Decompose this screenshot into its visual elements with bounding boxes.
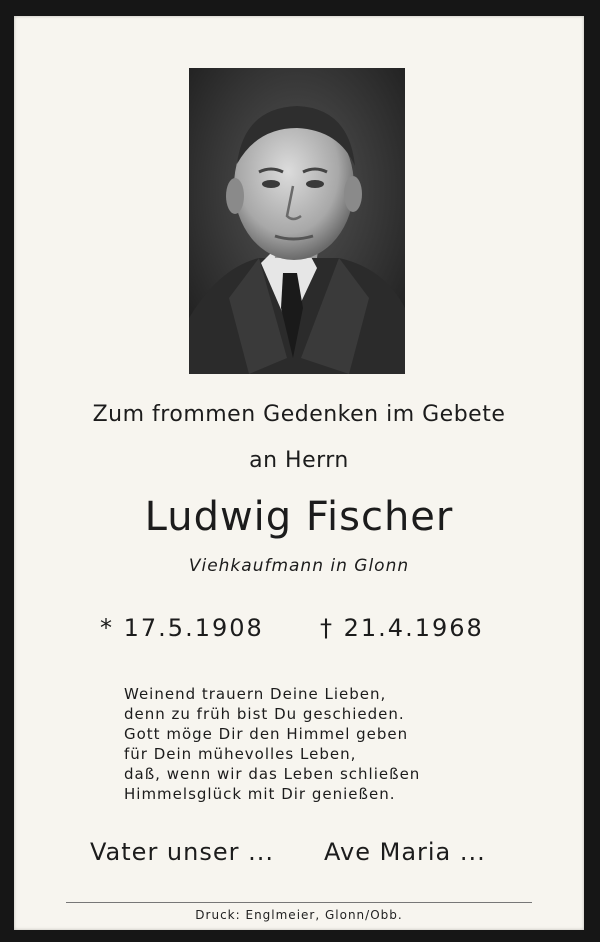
death-date: † 21.4.1968 bbox=[320, 614, 484, 642]
prayer-vater-unser: Vater unser ... bbox=[90, 838, 275, 866]
memorial-card bbox=[14, 16, 584, 930]
printer-credit: Druck: Englmeier, Glonn/Obb. bbox=[195, 908, 403, 922]
deceased-name: Ludwig Fischer bbox=[144, 494, 454, 540]
poem-line: Gott möge Dir den Himmel geben bbox=[124, 725, 409, 743]
birth-date: * 17.5.1908 bbox=[100, 614, 264, 642]
memorial-poem bbox=[124, 684, 420, 804]
poem-line: Weinend trauern Deine Lieben, bbox=[124, 685, 387, 703]
poem-line: daß, wenn wir das Leben schließen bbox=[124, 765, 421, 783]
poem-line: denn zu früh bist Du geschieden. bbox=[124, 705, 405, 723]
heading-line-1: Zum frommen Gedenken im Gebete bbox=[92, 402, 506, 427]
occupation: Viehkaufmann in Glonn bbox=[188, 556, 410, 576]
prayer-ave-maria: Ave Maria ... bbox=[324, 838, 486, 866]
poem-line: für Dein mühevolles Leben, bbox=[124, 745, 357, 763]
portrait-photo bbox=[189, 68, 405, 374]
heading-line-2: an Herrn bbox=[249, 448, 349, 473]
poem-line: Himmelsglück mit Dir genießen. bbox=[124, 785, 396, 803]
divider bbox=[66, 902, 532, 903]
